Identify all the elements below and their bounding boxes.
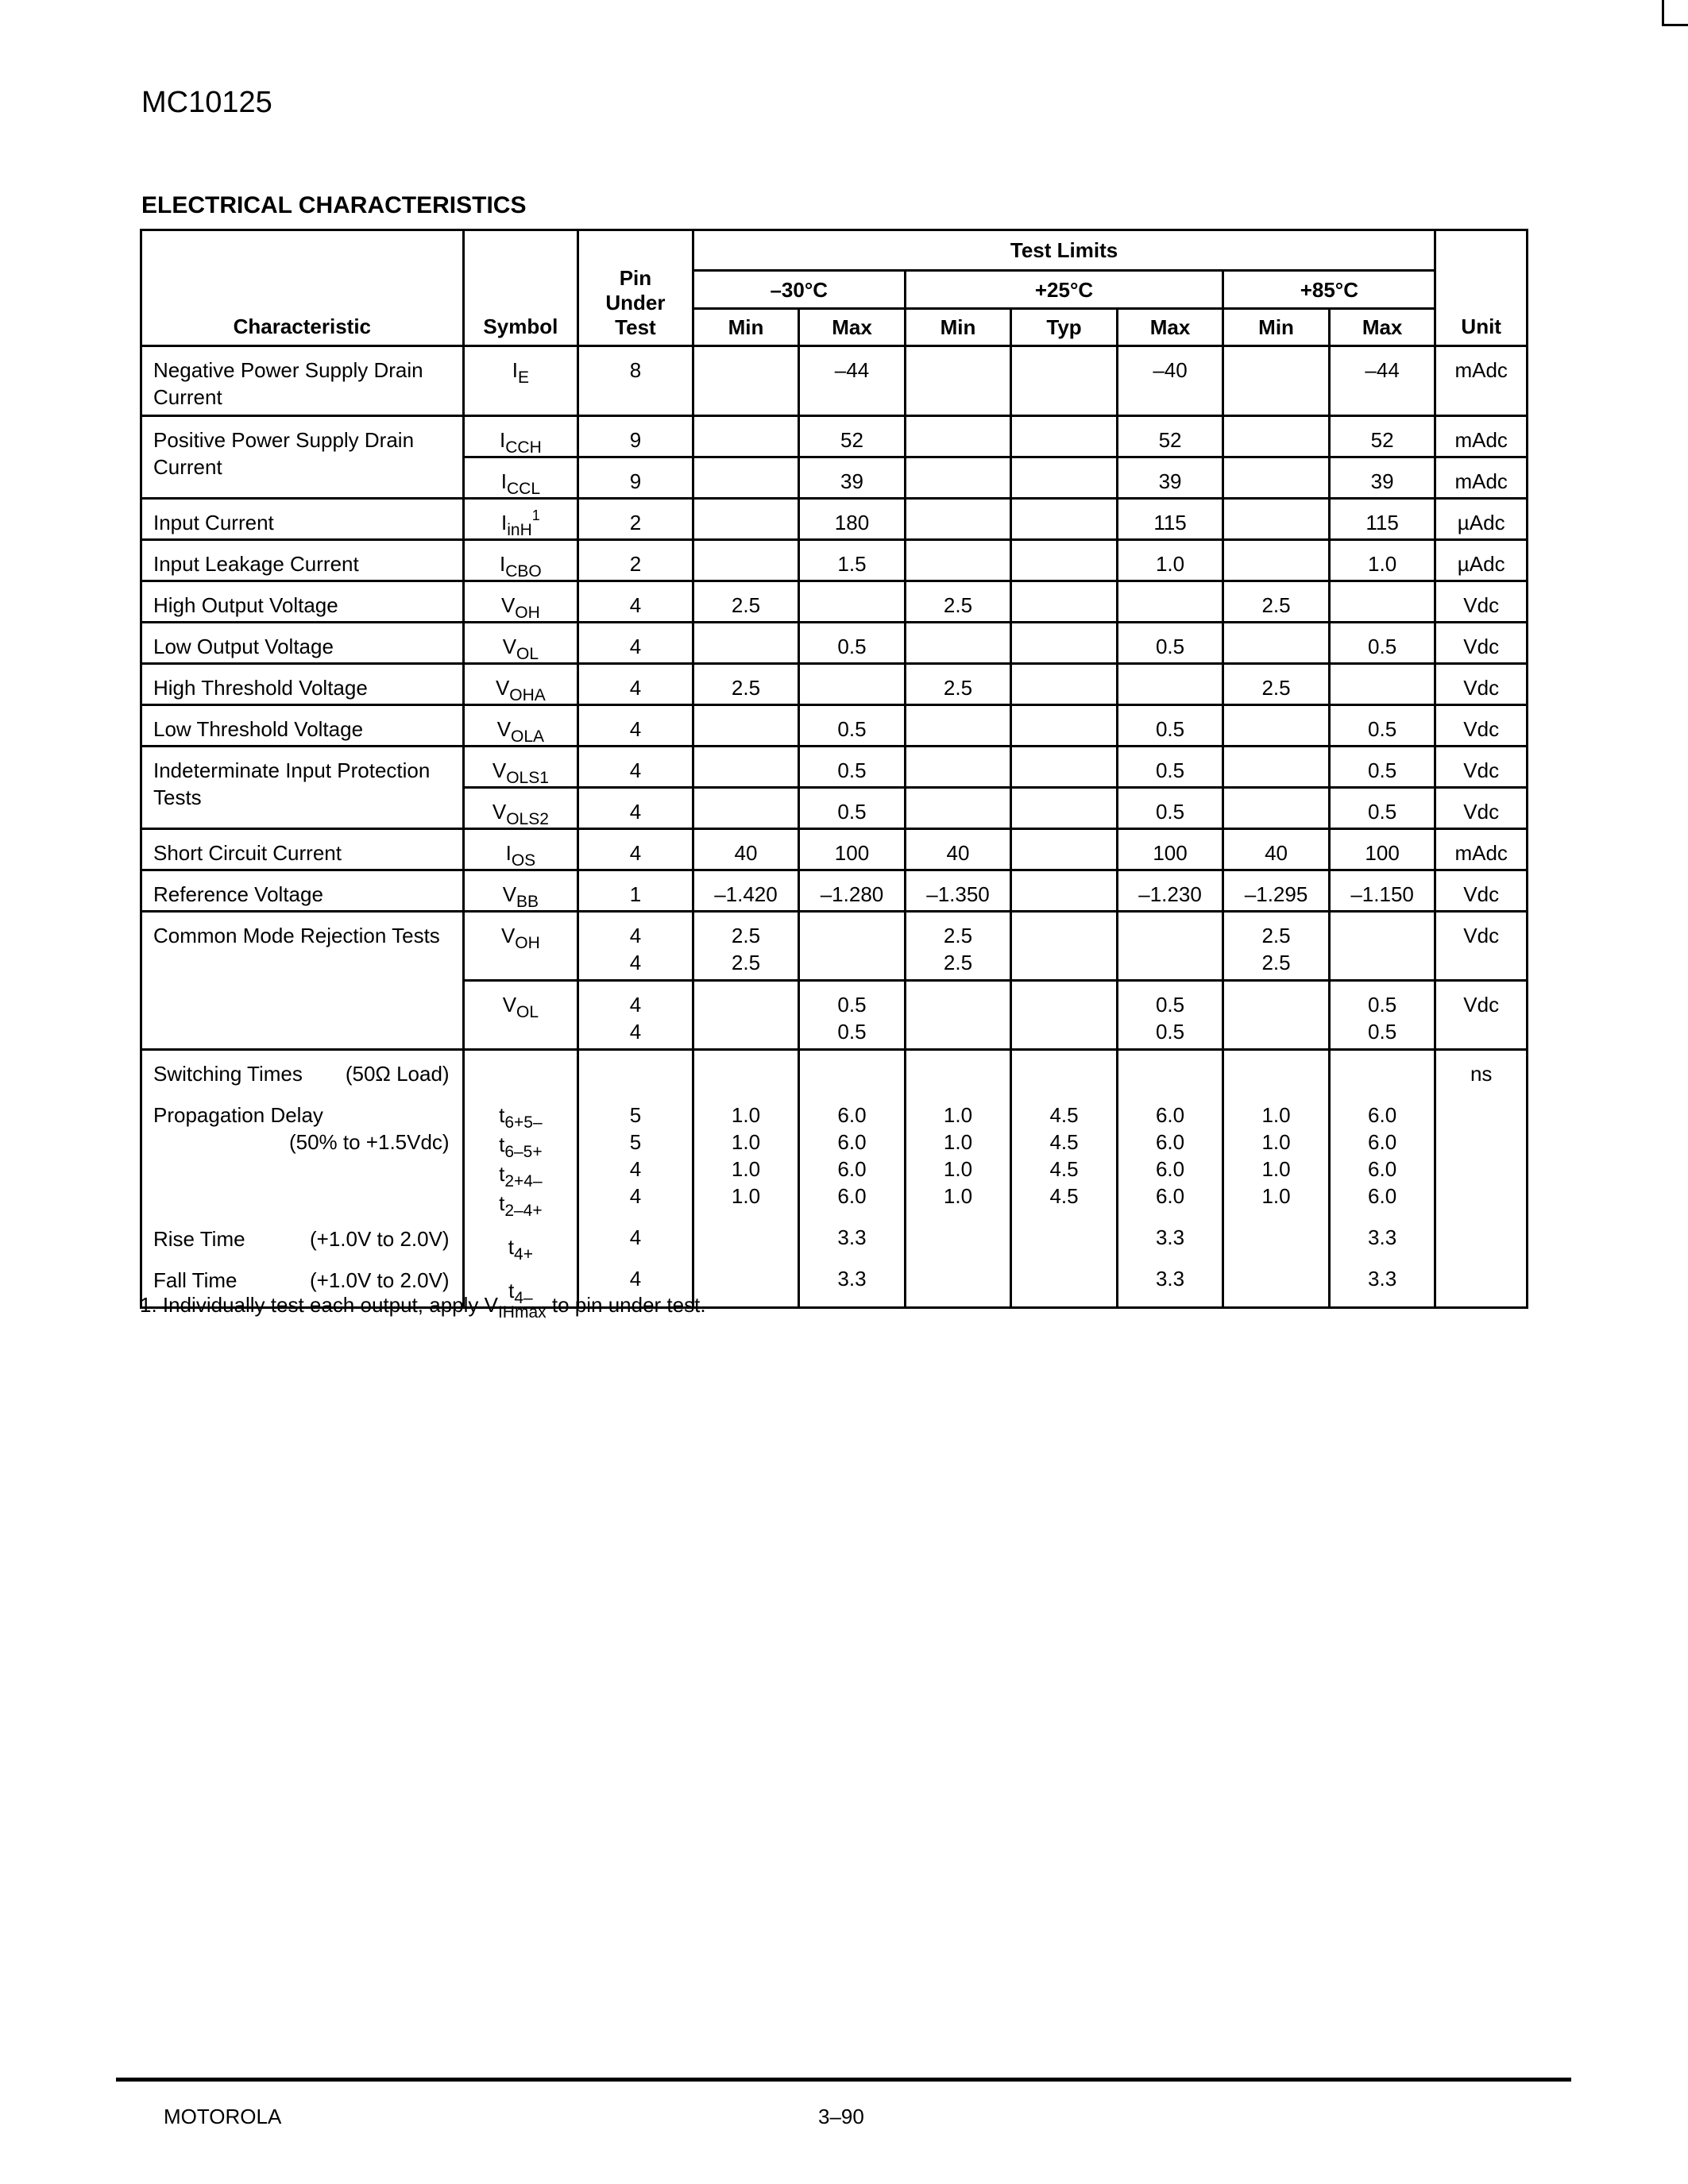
value-cell xyxy=(1011,346,1118,416)
unit-cell: mAdc xyxy=(1435,457,1528,499)
unit-cell: Vdc xyxy=(1435,747,1528,788)
table-row xyxy=(141,540,1528,581)
table-row xyxy=(141,870,1528,912)
pin-cell: 8 xyxy=(578,346,693,416)
characteristic-cell: Input Current xyxy=(141,499,464,540)
value-cell: 100 xyxy=(1117,829,1223,870)
header-symbol: Symbol xyxy=(463,230,578,346)
value-cell: 0.5 xyxy=(1117,705,1223,747)
value-cell xyxy=(1011,540,1118,581)
value-cell xyxy=(1117,664,1223,705)
symbol-cell: $I_{CBO}$ xyxy=(463,540,578,581)
table-row xyxy=(141,829,1528,870)
header-min: Min xyxy=(905,309,1011,346)
value-cell xyxy=(693,416,799,457)
value-cell xyxy=(905,540,1011,581)
value-cell: 1.5 xyxy=(799,540,906,581)
header-max: Max xyxy=(1329,309,1435,346)
symbol-cell: $V_{OLA}$ xyxy=(463,705,578,747)
value-cell: 115 xyxy=(1329,499,1435,540)
value-cell xyxy=(693,346,799,416)
header-min: Min xyxy=(693,309,799,346)
part-number: MC10125 xyxy=(141,86,272,119)
propagation-delay-label: Propagation Delay xyxy=(153,1103,323,1127)
value-cell xyxy=(1223,457,1330,499)
value-cell: 6.0 6.0 6.0 6.0 3.3 3.3 xyxy=(799,1050,906,1308)
unit-cell: µAdc xyxy=(1435,499,1528,540)
footnote: 1. Individually test each output, apply $V_{IHmax}$ to pin under test. xyxy=(140,1293,706,1322)
value-cell: 0.5 xyxy=(799,705,906,747)
value-cell xyxy=(1117,581,1223,623)
value-cell xyxy=(905,457,1011,499)
value-cell: –44 xyxy=(1329,346,1435,416)
value-cell xyxy=(693,788,799,829)
value-cell: 40 xyxy=(1223,829,1330,870)
value-cell: 2.5 xyxy=(905,581,1011,623)
value-cell: 0.5 0.5 xyxy=(1117,981,1223,1050)
characteristic-cell: High Threshold Voltage xyxy=(141,664,464,705)
footer-divider xyxy=(116,2078,1571,2082)
unit-cell: mAdc xyxy=(1435,346,1528,416)
table-row xyxy=(141,1050,1528,1308)
value-cell: 0.5 xyxy=(1329,788,1435,829)
symbol-cell: $V_{OH}$ xyxy=(463,581,578,623)
switching-times-label: Switching Times (50Ω Load) xyxy=(153,1062,450,1086)
value-cell: 40 xyxy=(905,829,1011,870)
value-cell: 0.5 xyxy=(1329,705,1435,747)
value-cell: 0.5 0.5 xyxy=(1329,981,1435,1050)
value-cell xyxy=(905,416,1011,457)
table-row xyxy=(141,416,1528,457)
symbol-cell: $V_{OH}$ xyxy=(463,912,578,981)
value-cell xyxy=(1223,499,1330,540)
unit-cell: Vdc xyxy=(1435,664,1528,705)
value-cell xyxy=(1223,788,1330,829)
pin-cell: 4 xyxy=(578,705,693,747)
value-cell xyxy=(1329,912,1435,981)
value-cell: 0.5 xyxy=(1117,623,1223,664)
value-cell xyxy=(1011,623,1118,664)
pin-cell: 4 4 xyxy=(578,981,693,1050)
value-cell xyxy=(905,705,1011,747)
pin-cell: 4 xyxy=(578,581,693,623)
value-cell: 1.0 xyxy=(1117,540,1223,581)
table-row xyxy=(141,623,1528,664)
unit-cell: Vdc xyxy=(1435,623,1528,664)
pin-cell: 2 xyxy=(578,540,693,581)
value-cell: 52 xyxy=(799,416,906,457)
symbol-cell: $t_{6+5-}$ $t_{6-5+}$ $t_{2+4-}$ $t_{2-4+}$ $t_{4+}$ $t_{4-}$ xyxy=(463,1050,578,1308)
value-cell: –1.350 xyxy=(905,870,1011,912)
value-cell xyxy=(1329,581,1435,623)
value-cell: 0.5 xyxy=(799,788,906,829)
value-cell: 0.5 xyxy=(1117,788,1223,829)
value-cell xyxy=(1329,664,1435,705)
value-cell: 2.5 2.5 xyxy=(905,912,1011,981)
value-cell xyxy=(693,540,799,581)
value-cell: 1.0 1.0 1.0 1.0 xyxy=(1223,1050,1330,1308)
header-pin-under-test: Pin Under Test xyxy=(578,230,693,346)
value-cell xyxy=(1011,981,1118,1050)
value-cell: –1.150 xyxy=(1329,870,1435,912)
header-min: Min xyxy=(1223,309,1330,346)
characteristic-cell: Positive Power Supply Drain Current xyxy=(141,416,464,499)
pin-cell: 4 xyxy=(578,788,693,829)
value-cell: 52 xyxy=(1329,416,1435,457)
symbol-cell: $I_E$ xyxy=(463,346,578,416)
value-cell: 0.5 0.5 xyxy=(799,981,906,1050)
value-cell: 52 xyxy=(1117,416,1223,457)
header-max: Max xyxy=(1117,309,1223,346)
value-cell: 2.5 xyxy=(905,664,1011,705)
characteristic-cell: Low Output Voltage xyxy=(141,623,464,664)
value-cell xyxy=(1223,540,1330,581)
table-row xyxy=(141,705,1528,747)
unit-cell: Vdc xyxy=(1435,581,1528,623)
value-cell: 180 xyxy=(799,499,906,540)
value-cell: 115 xyxy=(1117,499,1223,540)
symbol-cell: $V_{OHA}$ xyxy=(463,664,578,705)
value-cell: 0.5 xyxy=(799,623,906,664)
header-characteristic: Characteristic xyxy=(141,230,464,346)
value-cell: 1.0 1.0 1.0 1.0 xyxy=(905,1050,1011,1308)
table-row xyxy=(141,581,1528,623)
value-cell xyxy=(799,664,906,705)
pin-cell: 4 xyxy=(578,829,693,870)
unit-cell: Vdc xyxy=(1435,788,1528,829)
table-row xyxy=(141,912,1528,981)
unit-cell: ns xyxy=(1435,1050,1528,1308)
table-row xyxy=(141,664,1528,705)
unit-cell: Vdc xyxy=(1435,870,1528,912)
table-row xyxy=(141,747,1528,788)
value-cell: 0.5 xyxy=(1117,747,1223,788)
value-cell xyxy=(905,747,1011,788)
value-cell xyxy=(1223,346,1330,416)
value-cell xyxy=(1223,705,1330,747)
value-cell xyxy=(1223,416,1330,457)
value-cell: 0.5 xyxy=(799,747,906,788)
value-cell xyxy=(1223,747,1330,788)
symbol-cell: $I_{CCH}$ xyxy=(463,416,578,457)
value-cell: 100 xyxy=(1329,829,1435,870)
header-temp-plus85: +85°C xyxy=(1223,271,1435,309)
propagation-delay-condition: (50% to +1.5Vdc) xyxy=(288,1130,450,1154)
header-test-limits: Test Limits xyxy=(693,230,1435,271)
value-cell xyxy=(693,623,799,664)
value-cell xyxy=(693,457,799,499)
unit-cell: Vdc xyxy=(1435,705,1528,747)
value-cell xyxy=(1011,457,1118,499)
value-cell: 39 xyxy=(799,457,906,499)
value-cell xyxy=(693,499,799,540)
value-cell: 100 xyxy=(799,829,906,870)
value-cell: 1.0 xyxy=(1329,540,1435,581)
table-row xyxy=(141,346,1528,416)
page-corner-mark xyxy=(1662,0,1688,26)
value-cell: 2.5 xyxy=(693,664,799,705)
value-cell: –44 xyxy=(799,346,906,416)
characteristic-cell xyxy=(141,1050,464,1308)
symbol-cell: $V_{OL}$ xyxy=(463,623,578,664)
value-cell: –1.420 xyxy=(693,870,799,912)
pin-cell: 2 xyxy=(578,499,693,540)
pin-cell: 9 xyxy=(578,416,693,457)
unit-cell: mAdc xyxy=(1435,829,1528,870)
characteristic-cell: Negative Power Supply Drain Current xyxy=(141,346,464,416)
value-cell xyxy=(1011,870,1118,912)
value-cell xyxy=(1011,705,1118,747)
header-temp-minus30: –30°C xyxy=(693,271,905,309)
characteristic-cell: Indeterminate Input Protection Tests xyxy=(141,747,464,829)
value-cell xyxy=(693,705,799,747)
header-temp-plus25: +25°C xyxy=(905,271,1223,309)
table-row xyxy=(141,499,1528,540)
characteristic-cell: High Output Voltage xyxy=(141,581,464,623)
pin-cell: 4 4 xyxy=(578,912,693,981)
page-number: 3–90 xyxy=(818,2105,864,2128)
pin-cell: 4 xyxy=(578,623,693,664)
pin-cell: 4 xyxy=(578,664,693,705)
value-cell: 4.5 4.5 4.5 4.5 xyxy=(1011,1050,1118,1308)
footer-brand: MOTOROLA xyxy=(164,2105,282,2128)
symbol-cell: $I_{inH}^1$ xyxy=(463,499,578,540)
value-cell: 2.5 2.5 xyxy=(693,912,799,981)
unit-cell: Vdc xyxy=(1435,981,1528,1050)
value-cell: 2.5 2.5 xyxy=(1223,912,1330,981)
value-cell xyxy=(905,788,1011,829)
value-cell xyxy=(1011,499,1118,540)
value-cell xyxy=(1011,788,1118,829)
pin-cell: 9 xyxy=(578,457,693,499)
value-cell: 6.0 6.0 6.0 6.0 3.3 3.3 xyxy=(1117,1050,1223,1308)
value-cell: 2.5 xyxy=(1223,664,1330,705)
value-cell xyxy=(1011,747,1118,788)
value-cell: 0.5 xyxy=(1329,747,1435,788)
symbol-cell: $V_{BB}$ xyxy=(463,870,578,912)
value-cell xyxy=(905,346,1011,416)
value-cell xyxy=(905,499,1011,540)
pin-cell: 4 xyxy=(578,747,693,788)
symbol-cell: $V_{OL}$ xyxy=(463,981,578,1050)
value-cell: 40 xyxy=(693,829,799,870)
electrical-characteristics-table xyxy=(140,229,1528,1309)
unit-cell: µAdc xyxy=(1435,540,1528,581)
unit-cell: Vdc xyxy=(1435,912,1528,981)
value-cell xyxy=(1011,829,1118,870)
value-cell: 6.0 6.0 6.0 6.0 3.3 3.3 xyxy=(1329,1050,1435,1308)
value-cell: –1.295 xyxy=(1223,870,1330,912)
value-cell xyxy=(1223,623,1330,664)
value-cell: 39 xyxy=(1117,457,1223,499)
symbol-cell: $I_{CCL}$ xyxy=(463,457,578,499)
value-cell xyxy=(1223,981,1330,1050)
unit-cell: mAdc xyxy=(1435,416,1528,457)
characteristic-cell: Reference Voltage xyxy=(141,870,464,912)
value-cell xyxy=(1117,912,1223,981)
fall-time-label: Fall Time (+1.0V to 2.0V) xyxy=(153,1268,450,1292)
value-cell: 2.5 xyxy=(693,581,799,623)
characteristic-cell: Common Mode Rejection Tests xyxy=(141,912,464,1050)
value-cell xyxy=(1011,416,1118,457)
value-cell xyxy=(905,981,1011,1050)
value-cell xyxy=(1011,581,1118,623)
value-cell: 0.5 xyxy=(1329,623,1435,664)
value-cell: –1.230 xyxy=(1117,870,1223,912)
symbol-cell: $V_{OLS2}$ xyxy=(463,788,578,829)
rise-time-label: Rise Time (+1.0V to 2.0V) xyxy=(153,1227,450,1251)
value-cell xyxy=(1011,912,1118,981)
characteristic-cell: Low Threshold Voltage xyxy=(141,705,464,747)
value-cell: 39 xyxy=(1329,457,1435,499)
value-cell: –1.280 xyxy=(799,870,906,912)
pin-cell: 5 5 4 4 4 4 xyxy=(578,1050,693,1308)
symbol-cell: $I_{OS}$ xyxy=(463,829,578,870)
symbol-cell: $V_{OLS1}$ xyxy=(463,747,578,788)
value-cell: 2.5 xyxy=(1223,581,1330,623)
value-cell: –40 xyxy=(1117,346,1223,416)
characteristic-cell: Input Leakage Current xyxy=(141,540,464,581)
value-cell: 1.0 1.0 1.0 1.0 xyxy=(693,1050,799,1308)
value-cell xyxy=(693,981,799,1050)
header-typ: Typ xyxy=(1011,309,1118,346)
characteristic-cell: Short Circuit Current xyxy=(141,829,464,870)
value-cell xyxy=(1011,664,1118,705)
value-cell xyxy=(905,623,1011,664)
value-cell xyxy=(693,747,799,788)
value-cell xyxy=(799,581,906,623)
section-title: ELECTRICAL CHARACTERISTICS xyxy=(141,192,527,218)
value-cell xyxy=(799,912,906,981)
header-unit: Unit xyxy=(1435,230,1528,346)
header-max: Max xyxy=(799,309,906,346)
pin-cell: 1 xyxy=(578,870,693,912)
